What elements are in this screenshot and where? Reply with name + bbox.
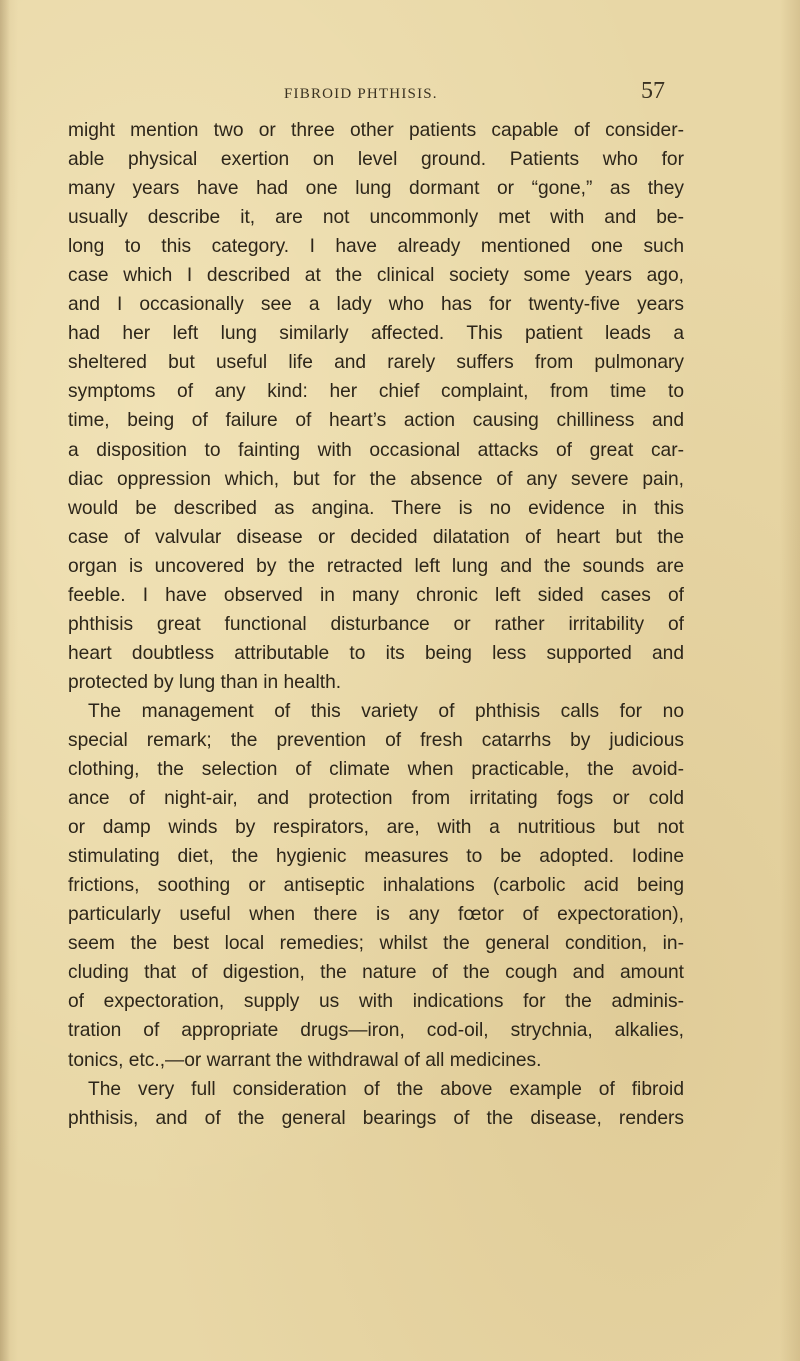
text-line: many years have had one lung dormant or “gone,” as they xyxy=(68,178,684,200)
text-line: symptoms of any kind: her chief complaint, from time to xyxy=(68,381,684,403)
text-line: usually describe it, are not uncommonly met with and be- xyxy=(68,207,684,229)
text-line: tonics, etc.,—or warrant the withdrawal of all medicines. xyxy=(68,1049,542,1071)
running-head: FIBROID PHTHISIS. xyxy=(284,86,438,102)
text-line: long to this category. I have already mentioned one such xyxy=(68,236,684,258)
text-line: cluding that of digestion, the nature of the cough and amount xyxy=(68,962,684,984)
text-line: had her left lung similarly affected. This patient leads a xyxy=(68,323,684,345)
text-line: feeble. I have observed in many chronic left sided cases of xyxy=(68,584,684,606)
text-line: heart doubtless attributable to its being less supported and xyxy=(68,642,684,664)
text-line: or damp winds by respirators, are, with a nutritious but not xyxy=(68,817,684,839)
text-line: a disposition to fainting with occasional attacks of great car- xyxy=(68,439,684,461)
text-line: protected by lung than in health. xyxy=(68,671,342,693)
text-line: of expectoration, supply us with indications for the adminis- xyxy=(68,991,684,1013)
text-line: tration of appropriate drugs—iron, cod-oil, strychnia, alkalies, xyxy=(68,1020,684,1042)
text-line: particularly useful when there is any fœtor of expectoration), xyxy=(68,904,684,926)
body-text xyxy=(68,116,684,1133)
page-gutter-shadow xyxy=(0,0,10,1361)
text-line: might mention two or three other patients capable of consider- xyxy=(68,120,684,141)
text-line: able physical exertion on level ground. Patients who for xyxy=(68,149,684,171)
text-line: phthisis, and of the general bearings of the disease, renders xyxy=(68,1107,684,1129)
text-line: case which I described at the clinical society some years ago, xyxy=(68,265,684,287)
page-number: 57 xyxy=(641,78,665,104)
text-line: special remark; the prevention of fresh catarrhs by judicious xyxy=(68,729,684,751)
text-line-paragraph-start: The management of this variety of phthisis calls for no xyxy=(88,700,684,722)
text-line: and I occasionally see a lady who has for twenty-five years xyxy=(68,294,684,316)
text-line: sheltered but useful life and rarely suffers from pulmonary xyxy=(68,352,684,374)
text-line: would be described as angina. There is no evidence in this xyxy=(68,497,684,519)
text-line: diac oppression which, but for the absence of any severe pain, xyxy=(68,468,684,490)
text-line: frictions, soothing or antiseptic inhalations (carbolic acid being xyxy=(68,875,684,897)
text-line: stimulating diet, the hygienic measures to be adopted. Iodine xyxy=(68,846,684,868)
text-line: organ is uncovered by the retracted left lung and the sounds are xyxy=(68,555,684,577)
text-line: seem the best local remedies; whilst the general condition, in- xyxy=(68,933,684,955)
text-line-paragraph-start: The very full consideration of the above example of fibroid xyxy=(88,1078,684,1100)
text-line: time, being of failure of heart’s action causing chilliness and xyxy=(68,410,684,432)
text-line: clothing, the selection of climate when practicable, the avoid- xyxy=(68,759,684,781)
text-line: ance of night-air, and protection from irritating fogs or cold xyxy=(68,788,684,810)
text-line: phthisis great functional disturbance or rather irritability of xyxy=(68,613,684,635)
text-line: case of valvular disease or decided dilatation of heart but the xyxy=(68,526,684,548)
